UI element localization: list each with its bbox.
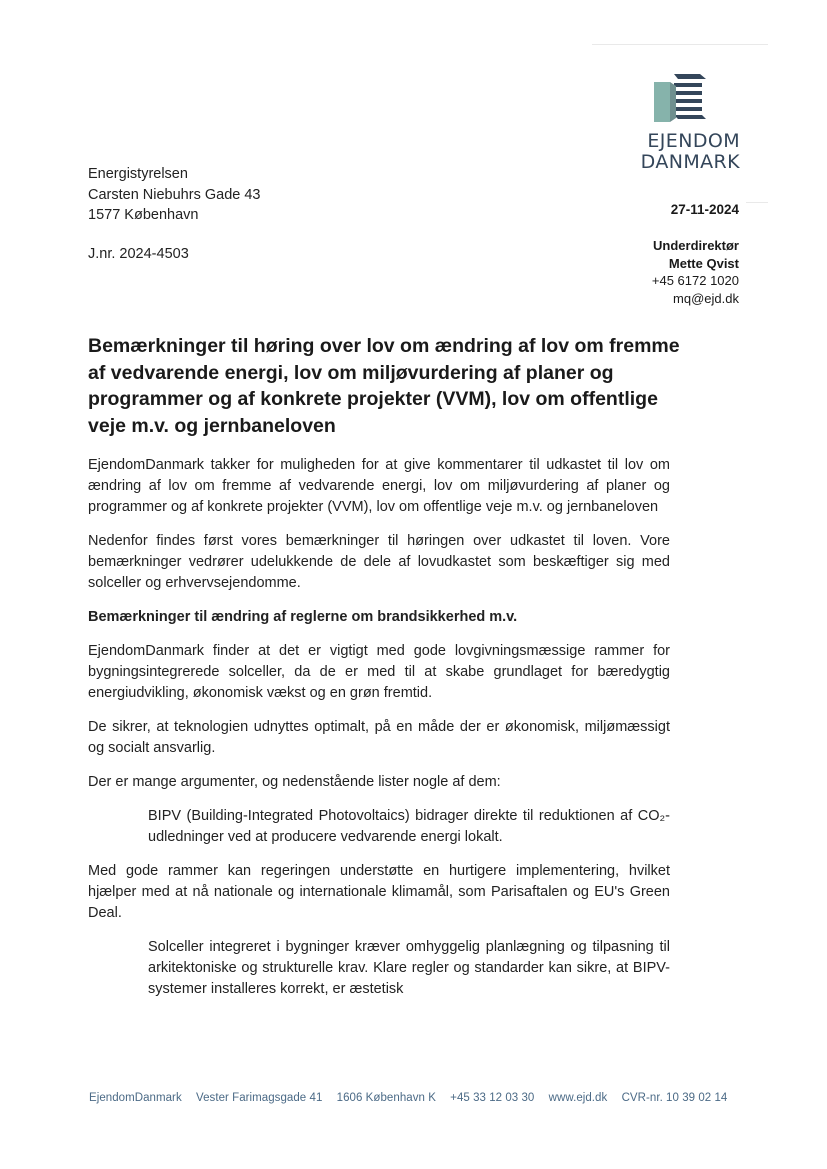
journal-number: J.nr. 2024-4503 (88, 246, 189, 262)
document-body (88, 455, 670, 1013)
recipient-address (88, 164, 261, 226)
logo-wordmark (600, 131, 740, 173)
letter-date: 27-11-2024 (670, 202, 739, 217)
ejendom-danmark-logo-icon (652, 72, 706, 124)
logo-line-1: EJENDOM (647, 130, 740, 152)
sender-title: Underdirektør (653, 238, 739, 253)
footer-city: 1606 København K (336, 1092, 436, 1104)
date-divider (746, 202, 768, 203)
recipient-name: Energistyrelsen (88, 166, 188, 182)
document-title: Bemærkninger til høring over lov om ændring af lov om fremme af vedvarende energi, lov om miljøvurdering af planer og programmer og af konkrete projekter (VVM), lov om offentlige veje m.v. og jernbaneloven (88, 335, 680, 437)
footer-street: Vester Farimagsgade 41 (196, 1092, 323, 1104)
logo-line-2: DANMARK (640, 151, 740, 173)
sender-phone: +45 6172 1020 (651, 273, 739, 288)
body-paragraph: Der er mange argumenter, og nedenstående lister nogle af dem: (88, 774, 501, 790)
page-footer (89, 1092, 738, 1104)
body-paragraph: Med gode rammer kan regeringen understøtte en hurtigere implementering, hvilket hjælper med at nå nationale og internationale klimamål, som Parisaftalen og EU's Green Deal. (88, 863, 670, 921)
footer-cvr: CVR-nr. 10 39 02 14 (621, 1092, 728, 1104)
recipient-street: Carsten Niebuhrs Gade 43 (88, 186, 261, 203)
body-paragraph: De sikrer, at teknologien udnyttes optimalt, på en måde der er økonomisk, miljømæssigt og socialt ansvarlig. (88, 719, 670, 756)
recipient-city: 1577 København (88, 207, 199, 223)
indented-paragraph: BIPV (Building-Integrated Photovoltaics) bidrager direkte til reduktionen af CO₂-udledninger ved at producere vedvarende energi lokalt. (148, 808, 670, 845)
footer-org: EjendomDanmark (89, 1092, 182, 1104)
sender-contact (652, 237, 739, 307)
body-paragraph: EjendomDanmark takker for muligheden for at give kommentarer til udkastet til lov om ændring af lov om fremme af vedvarende energi, lov om miljøvurdering af planer og programmer og af konkrete projekter (VVM), lov om offentlige veje m.v. og jernbaneloven (88, 457, 670, 515)
footer-phone: +45 33 12 03 30 (450, 1092, 535, 1104)
sender-email[interactable]: mq@ejd.dk (673, 290, 739, 306)
footer-web[interactable]: www.ejd.dk (548, 1092, 608, 1104)
header-divider (592, 44, 768, 45)
body-paragraph: EjendomDanmark finder at det er vigtigt med gode lovgivningsmæssige rammer for bygningsintegrerede solceller, da de er med til at skabe grundlaget for bæredygtig energiudvikling, økonomisk vækst og en grøn fremtid. (88, 643, 670, 701)
indented-paragraph: Solceller integreret i bygninger kræver omhyggelig planlægning og tilpasning til arkitektoniske og strukturelle krav. Klare regler og standarder kan sikre, at BIPV-systemer installeres korrekt, er æstetisk (148, 939, 670, 997)
sender-name: Mette Qvist (668, 255, 739, 271)
body-paragraph: Nedenfor findes først vores bemærkninger til høringen over udkastet til loven. Vore bemærkninger vedrører udelukkende de dele af lovudkastet som beskæftiger sig med solceller og erhvervsejendomme. (88, 533, 670, 591)
section-subheading: Bemærkninger til ændring af reglerne om brandsikkerhed m.v. (88, 609, 518, 625)
